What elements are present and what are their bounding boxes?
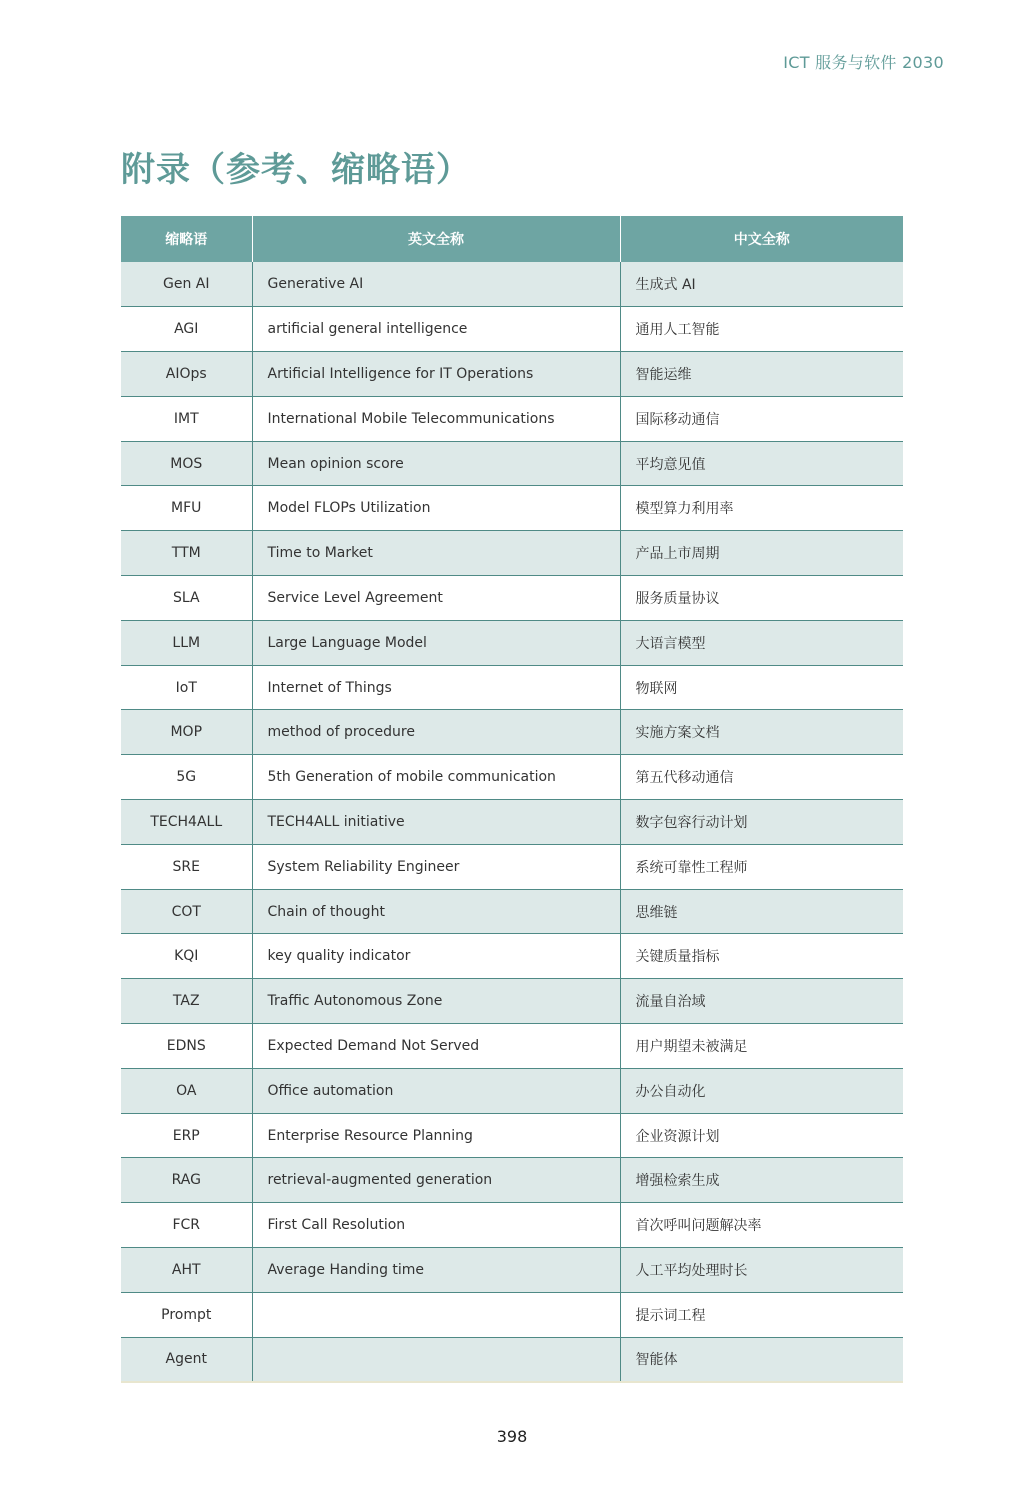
abbreviation-cell: MFU: [121, 486, 252, 531]
column-header-abbreviation: 缩略语: [121, 216, 252, 262]
english-name-cell: International Mobile Telecommunications: [252, 396, 620, 441]
chinese-name-cell: 思维链: [620, 889, 903, 934]
table-row: [121, 531, 903, 576]
abbreviation-cell: IMT: [121, 396, 252, 441]
english-name-cell: Average Handing time: [252, 1248, 620, 1293]
table-row: [121, 262, 903, 307]
table-row: [121, 307, 903, 352]
table-row: [121, 1337, 903, 1382]
abbreviation-cell: MOS: [121, 441, 252, 486]
english-name-cell: Time to Market: [252, 531, 620, 576]
english-name-cell: System Reliability Engineer: [252, 844, 620, 889]
running-header: ICT 服务与软件 2030: [783, 53, 944, 72]
table-header: [121, 216, 903, 262]
english-name-cell: [252, 1337, 620, 1382]
english-name-cell: Traffic Autonomous Zone: [252, 979, 620, 1024]
table-row: [121, 1203, 903, 1248]
english-name-cell: artificial general intelligence: [252, 307, 620, 352]
chinese-name-cell: 第五代移动通信: [620, 755, 903, 800]
chinese-name-cell: 通用人工智能: [620, 307, 903, 352]
abbreviation-cell: AHT: [121, 1248, 252, 1293]
table-row: [121, 1292, 903, 1337]
table-row: [121, 979, 903, 1024]
page-title: 附录（参考、缩略语）: [121, 150, 471, 190]
english-name-cell: Generative AI: [252, 262, 620, 307]
english-name-cell: retrieval-augmented generation: [252, 1158, 620, 1203]
abbreviation-cell: TTM: [121, 531, 252, 576]
abbreviation-cell: Gen AI: [121, 262, 252, 307]
english-name-cell: [252, 1292, 620, 1337]
table-header-row: [121, 216, 903, 262]
abbreviation-cell: EDNS: [121, 1024, 252, 1069]
chinese-name-cell: 物联网: [620, 665, 903, 710]
chinese-name-cell: 大语言模型: [620, 620, 903, 665]
english-name-cell: Mean opinion score: [252, 441, 620, 486]
chinese-name-cell: 系统可靠性工程师: [620, 844, 903, 889]
english-name-cell: Chain of thought: [252, 889, 620, 934]
abbreviation-cell: TECH4ALL: [121, 800, 252, 845]
abbreviation-cell: SLA: [121, 576, 252, 621]
english-name-cell: Artificial Intelligence for IT Operations: [252, 352, 620, 397]
chinese-name-cell: 流量自治域: [620, 979, 903, 1024]
chinese-name-cell: 实施方案文档: [620, 710, 903, 755]
table-row: [121, 934, 903, 979]
abbreviation-cell: SRE: [121, 844, 252, 889]
english-name-cell: Large Language Model: [252, 620, 620, 665]
column-header-chinese-name: 中文全称: [620, 216, 903, 262]
table-row: [121, 486, 903, 531]
abbreviation-cell: AGI: [121, 307, 252, 352]
chinese-name-cell: 国际移动通信: [620, 396, 903, 441]
english-name-cell: Expected Demand Not Served: [252, 1024, 620, 1069]
abbreviation-cell: AIOps: [121, 352, 252, 397]
chinese-name-cell: 用户期望未被满足: [620, 1024, 903, 1069]
english-name-cell: Model FLOPs Utilization: [252, 486, 620, 531]
chinese-name-cell: 模型算力利用率: [620, 486, 903, 531]
english-name-cell: 5th Generation of mobile communication: [252, 755, 620, 800]
page-number: 398: [496, 1427, 528, 1446]
chinese-name-cell: 智能体: [620, 1337, 903, 1382]
abbreviation-cell: OA: [121, 1068, 252, 1113]
table-row: [121, 665, 903, 710]
chinese-name-cell: 平均意见值: [620, 441, 903, 486]
table-row: [121, 889, 903, 934]
table-row: [121, 1158, 903, 1203]
chinese-name-cell: 人工平均处理时长: [620, 1248, 903, 1293]
table-row: [121, 352, 903, 397]
table-row: [121, 441, 903, 486]
abbreviation-cell: LLM: [121, 620, 252, 665]
chinese-name-cell: 增强检索生成: [620, 1158, 903, 1203]
table-row: [121, 1113, 903, 1158]
abbreviation-cell: ERP: [121, 1113, 252, 1158]
table-row: [121, 800, 903, 845]
table-row: [121, 396, 903, 441]
abbreviation-cell: RAG: [121, 1158, 252, 1203]
chinese-name-cell: 生成式 AI: [620, 262, 903, 307]
table-row: [121, 1248, 903, 1293]
abbreviation-cell: 5G: [121, 755, 252, 800]
english-name-cell: Enterprise Resource Planning: [252, 1113, 620, 1158]
chinese-name-cell: 服务质量协议: [620, 576, 903, 621]
table-row: [121, 710, 903, 755]
english-name-cell: method of procedure: [252, 710, 620, 755]
chinese-name-cell: 关键质量指标: [620, 934, 903, 979]
table-row: [121, 844, 903, 889]
chinese-name-cell: 首次呼叫问题解决率: [620, 1203, 903, 1248]
chinese-name-cell: 智能运维: [620, 352, 903, 397]
english-name-cell: Service Level Agreement: [252, 576, 620, 621]
abbreviation-cell: Prompt: [121, 1292, 252, 1337]
chinese-name-cell: 数字包容行动计划: [620, 800, 903, 845]
chinese-name-cell: 企业资源计划: [620, 1113, 903, 1158]
english-name-cell: TECH4ALL initiative: [252, 800, 620, 845]
abbreviation-cell: KQI: [121, 934, 252, 979]
abbreviation-cell: MOP: [121, 710, 252, 755]
english-name-cell: First Call Resolution: [252, 1203, 620, 1248]
abbreviation-cell: FCR: [121, 1203, 252, 1248]
column-header-english-name: 英文全称: [252, 216, 620, 262]
english-name-cell: Internet of Things: [252, 665, 620, 710]
chinese-name-cell: 产品上市周期: [620, 531, 903, 576]
table-row: [121, 755, 903, 800]
table-row: [121, 620, 903, 665]
chinese-name-cell: 提示词工程: [620, 1292, 903, 1337]
abbreviation-cell: COT: [121, 889, 252, 934]
abbreviation-cell: IoT: [121, 665, 252, 710]
table-row: [121, 576, 903, 621]
table-body: [121, 262, 903, 1382]
abbreviation-cell: Agent: [121, 1337, 252, 1382]
abbreviation-table: [121, 216, 903, 1383]
abbreviation-cell: TAZ: [121, 979, 252, 1024]
table-row: [121, 1024, 903, 1069]
english-name-cell: key quality indicator: [252, 934, 620, 979]
table-row: [121, 1068, 903, 1113]
chinese-name-cell: 办公自动化: [620, 1068, 903, 1113]
english-name-cell: Office automation: [252, 1068, 620, 1113]
